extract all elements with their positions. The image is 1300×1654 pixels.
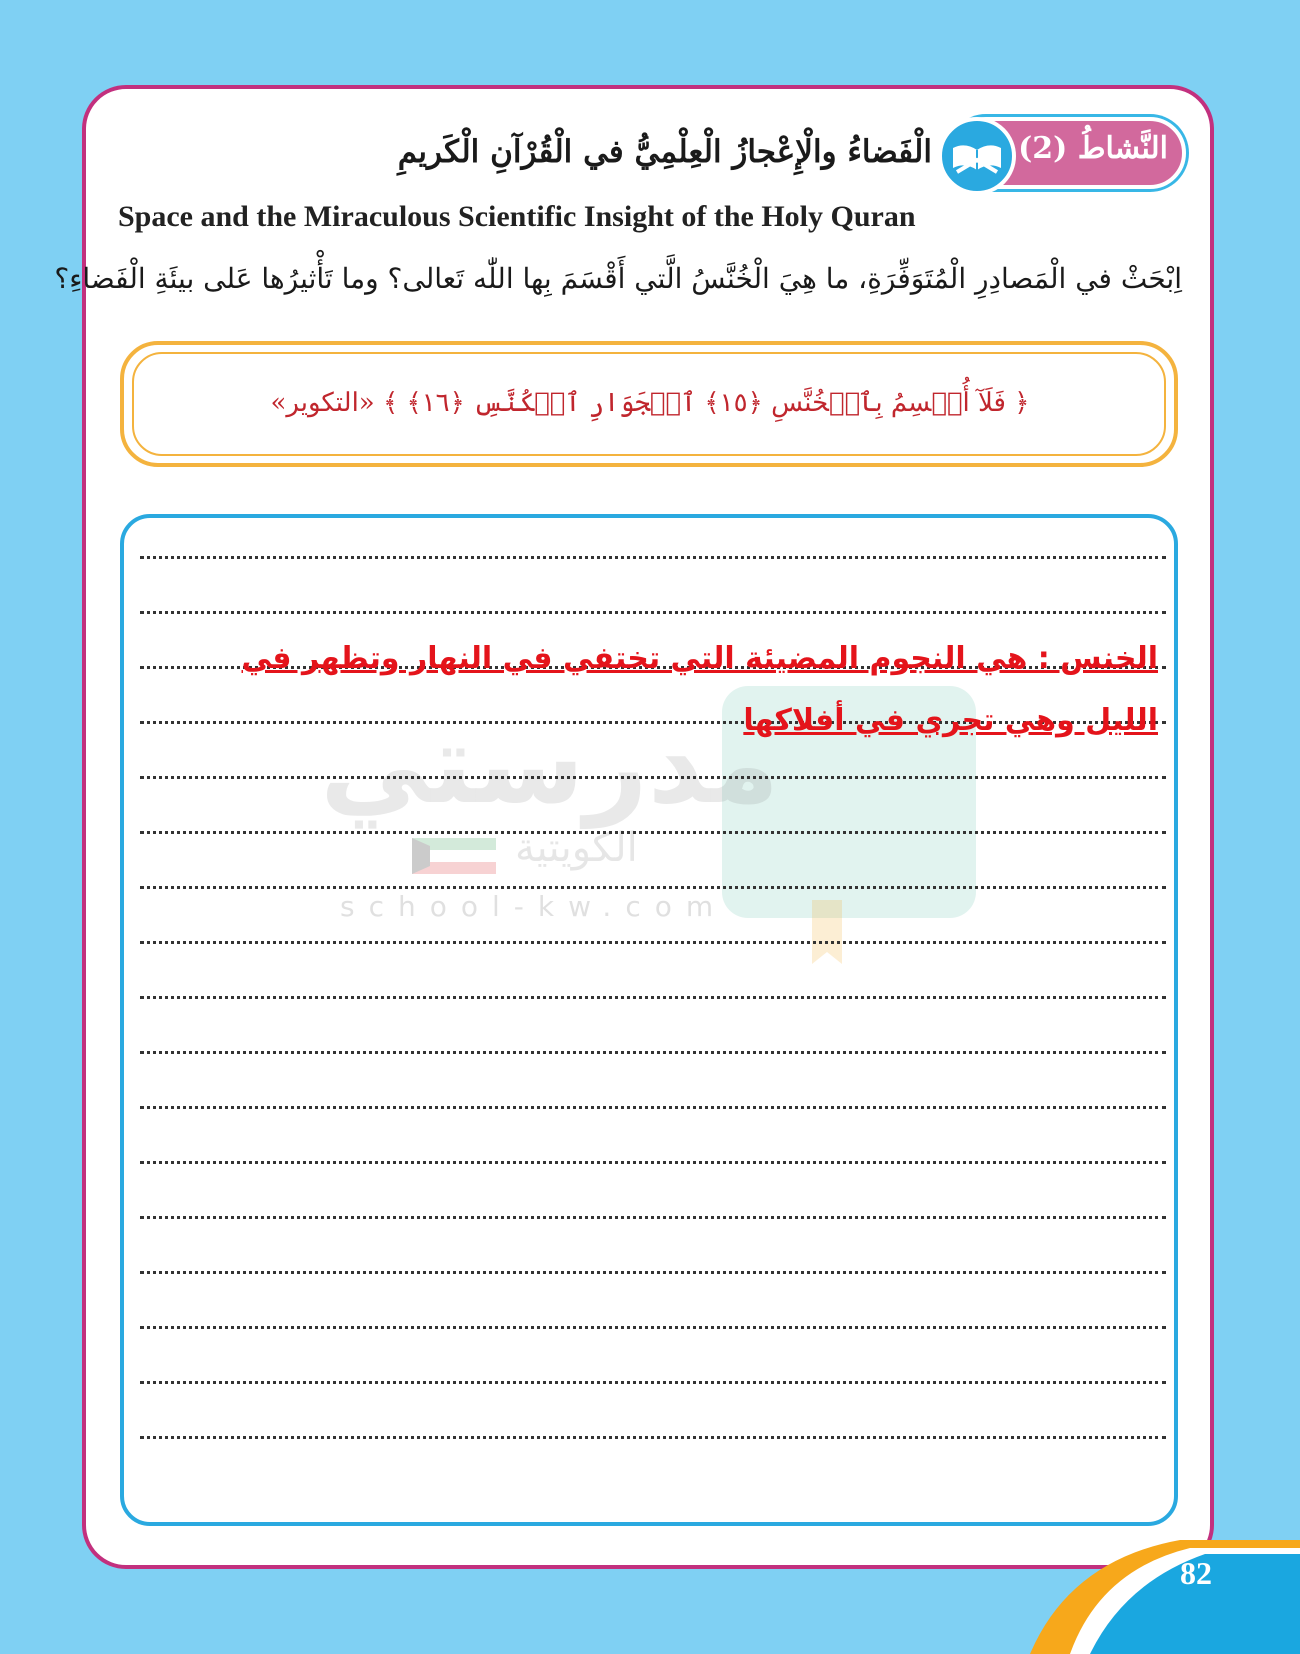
writing-line xyxy=(140,996,1166,999)
writing-line xyxy=(140,1051,1166,1054)
writing-line xyxy=(140,831,1166,834)
watermark-url: school-kw.com xyxy=(340,890,728,923)
writing-line xyxy=(140,1326,1166,1329)
activity-title-english: Space and the Miraculous Scientific Insight of the Holy Quran xyxy=(118,200,916,233)
activity-label: النَّشاطُ (2) xyxy=(1018,131,1168,166)
watermark-name: مدرستي xyxy=(320,700,780,828)
activity-title-arabic: الْفَضاءُ والْإِعْجازُ الْعِلْمِيُّ في الْقُرْآنِ الْكَريمِ xyxy=(397,134,932,170)
writing-line xyxy=(140,886,1166,889)
open-quran-book-icon xyxy=(938,117,1016,195)
writing-line xyxy=(140,556,1166,559)
quran-verse: ﴿ فَلَآ أُقۡسِمُ بِٱلۡخُنَّسِ ﴿١٥﴾ ٱلۡجَوَارِ ٱلۡكُنَّسِ ﴿١٦﴾ ﴾ «التكوير» xyxy=(270,388,1030,418)
handwritten-answer: الخنس : هي النجوم المضيئة التي تختفي في النهار وتظهر في الليل وهي تجري في أفلاكها xyxy=(241,641,1158,738)
page-corner-decoration xyxy=(1030,1540,1300,1654)
writing-line xyxy=(140,1436,1166,1439)
writing-line xyxy=(140,941,1166,944)
writing-line xyxy=(140,776,1166,779)
writing-line xyxy=(140,611,1166,614)
writing-line xyxy=(140,1381,1166,1384)
writing-line xyxy=(140,1216,1166,1219)
page-number: 82 xyxy=(1180,1555,1212,1591)
writing-line xyxy=(140,1161,1166,1164)
question-text: اِبْحَثْ في الْمَصادِرِ الْمُتَوَفِّرَةِ، ما هِيَ الْخُنَّسُ الَّتي أَقْسَمَ بِها اللّٰه تَعالى؟ وما تَأْثيرُها عَلى بيئَةِ الْفَضاءِ؟ xyxy=(54,262,1182,295)
writing-line xyxy=(140,1271,1166,1274)
watermark-subtitle: الكويتية xyxy=(515,825,638,871)
writing-line xyxy=(140,1106,1166,1109)
